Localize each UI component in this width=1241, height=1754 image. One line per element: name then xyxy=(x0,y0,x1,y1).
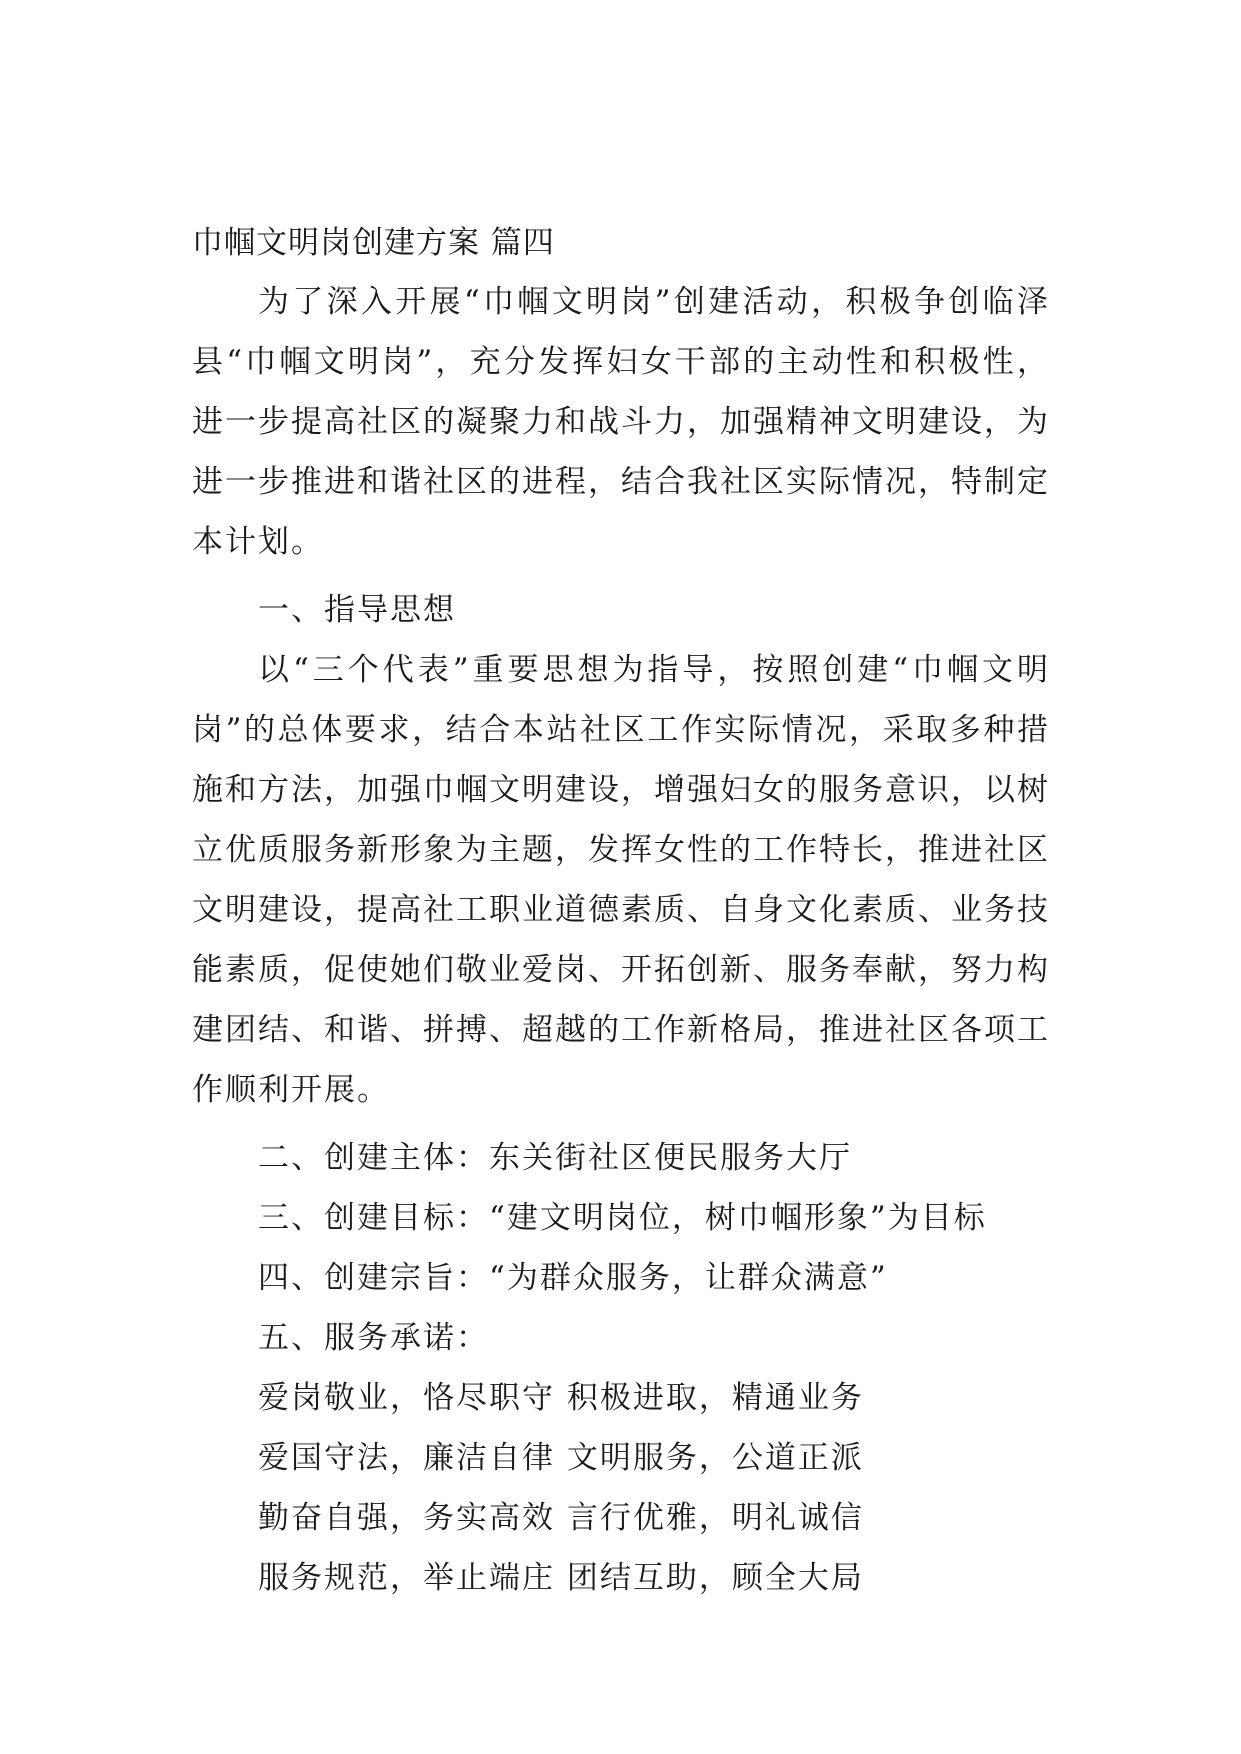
guiding-ideology-paragraph xyxy=(192,640,1050,1120)
section-heading-service-commitment: 五、服务承诺： xyxy=(258,1320,489,1356)
intro-line: 县“巾帼文明岗”，充分发挥妇女干部的主动性和积极性， xyxy=(192,344,1050,380)
intro-line: 本计划。 xyxy=(192,524,324,560)
commitment-line: 勤奋自强，务实高效 言行优雅，明礼诚信 xyxy=(258,1500,864,1536)
paragraph-line: 建团结、和谐、拼搏、超越的工作新格局，推进社区各项工 xyxy=(192,1012,1050,1048)
document-title: 巾帼文明岗创建方案 篇四 xyxy=(192,225,555,261)
paragraph-line: 岗”的总体要求，结合本站社区工作实际情况，采取多种措 xyxy=(192,712,1050,748)
intro-paragraph xyxy=(192,272,1050,572)
paragraph-line: 能素质，促使她们敬业爱岗、开拓创新、服务奉献，努力构 xyxy=(192,952,1050,988)
commitment-line: 服务规范，举止端庄 团结互助，顾全大局 xyxy=(258,1560,864,1596)
paragraph-line: 立优质服务新形象为主题，发挥女性的工作特长，推进社区 xyxy=(192,832,1050,868)
paragraph-line: 施和方法，加强巾帼文明建设，增强妇女的服务意识，以树 xyxy=(192,772,1050,808)
commitment-line: 爱岗敬业，恪尽职守 积极进取，精通业务 xyxy=(258,1380,864,1416)
intro-line: 进一步提高社区的凝聚力和战斗力，加强精神文明建设，为 xyxy=(192,404,1050,440)
section-heading-guiding-ideology: 一、指导思想 xyxy=(258,592,456,628)
paragraph-line: 作顺利开展。 xyxy=(192,1072,390,1108)
paragraph-line: 文明建设，提高社工职业道德素质、自身文化素质、业务技 xyxy=(192,892,1050,928)
paragraph-line: 以“三个代表”重要思想为指导，按照创建“巾帼文明 xyxy=(258,652,1050,688)
document-page xyxy=(192,218,1050,1608)
intro-line: 进一步推进和谐社区的进程，结合我社区实际情况，特制定 xyxy=(192,464,1050,500)
section-creation-purpose: 四、创建宗旨：“为群众服务，让群众满意” xyxy=(258,1260,888,1296)
section-creation-subject: 二、创建主体：东关街社区便民服务大厅 xyxy=(258,1140,852,1176)
intro-line: 为了深入开展“巾帼文明岗”创建活动，积极争创临泽 xyxy=(258,284,1050,320)
commitment-list xyxy=(192,1368,1050,1608)
commitment-line: 爱国守法，廉洁自律 文明服务，公道正派 xyxy=(258,1440,864,1476)
section-creation-goal: 三、创建目标：“建文明岗位，树巾帼形象”为目标 xyxy=(258,1200,987,1236)
